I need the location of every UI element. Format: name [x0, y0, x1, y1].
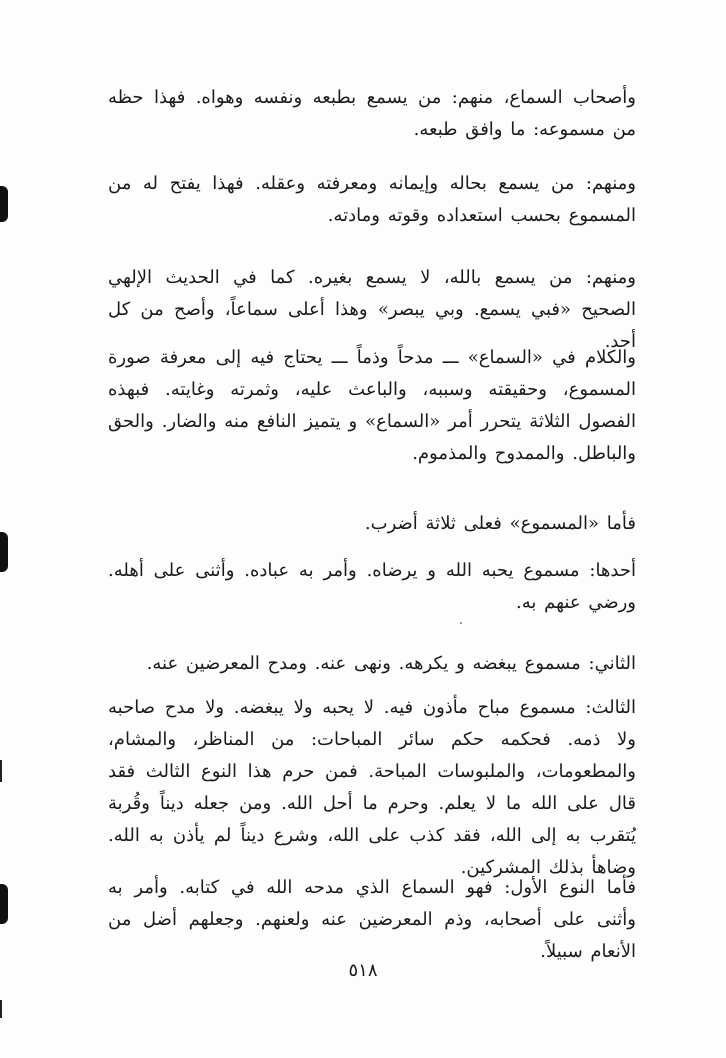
- binding-tick: [0, 760, 2, 782]
- paragraph-2: ومنهم: من يسمع بحاله وإيمانه ومعرفته وعقله. فهذا يفتح له من المسموع بحسب استعداده وقوته ومادته.: [108, 173, 636, 226]
- page-number: ٥١٨: [348, 960, 378, 981]
- binding-mark: [0, 532, 8, 572]
- paragraph-8: الثالث: مسموع مباح مأذون فيه. لا يحبه ولا يبغضه. ولا مدح صاحبه ولا ذمه. فحكمه حكم سائر المباحات: من المناظر، والمشام، والمطعومات، والملبوسات المباحة. فمن حرم هذا النوع الثالث فقد قال على الله ما لا يعلم. وحرم ما أحل الله. ومن جعله ديناً وقُربة يُتقرب به إلى الله، فقد كذب على الله، وشرع ديناً لم يأذن به الله. وضاهأ بذلك المشركين.: [108, 697, 636, 878]
- paragraph-5: فأما «المسموع» فعلى ثلاثة أضرب.: [364, 513, 636, 534]
- binding-mark: [0, 884, 8, 924]
- scan-speck: [460, 622, 462, 624]
- paragraph-7: الثاني: مسموع يبغضه و يكرهه. ونهى عنه. ومدح المعرضين عنه.: [146, 653, 636, 674]
- binding-tick: [0, 1000, 2, 1018]
- binding-mark: [0, 186, 8, 222]
- paragraph-6: أحدها: مسموع يحبه الله و يرضاه. وأمر به عباده. وأثنى على أهله. ورضي عنهم به.: [108, 560, 636, 613]
- paragraph-4: والكلام في «السماع» ـــ مدحاً وذماً ـــ يحتاج فيه إلى معرفة صورة المسموع، وحقيقته وسببه، والباعث عليه، وثمرته وغايته. فبهذه الفصول الثلاثة يتحرر أمر «السماع» و يتميز النافع منه والضار. والحق والباطل. والممدوح والمذموم.: [108, 347, 636, 464]
- paragraph-3: ومنهم: من يسمع بالله، لا يسمع بغيره. كما في الحديث الإلهي الصحيح «فبي يسمع. وبي يبصر» وهذا أعلى سماعاً، وأصح من كل أحد.: [108, 267, 636, 352]
- paragraph-9: فأما النوع الأول: فهو السماع الذي مدحه الله في كتابه. وأمر به وأثنى على أصحابه، وذم المعرضين عنه ولعنهم. وجعلهم أضل من الأنعام سبيلاً.: [108, 877, 636, 962]
- paragraph-1: وأصحاب السماع، منهم: من يسمع بطبعه ونفسه وهواه. فهذا حظه من مسموعه: ما وافق طبعه.: [108, 87, 636, 140]
